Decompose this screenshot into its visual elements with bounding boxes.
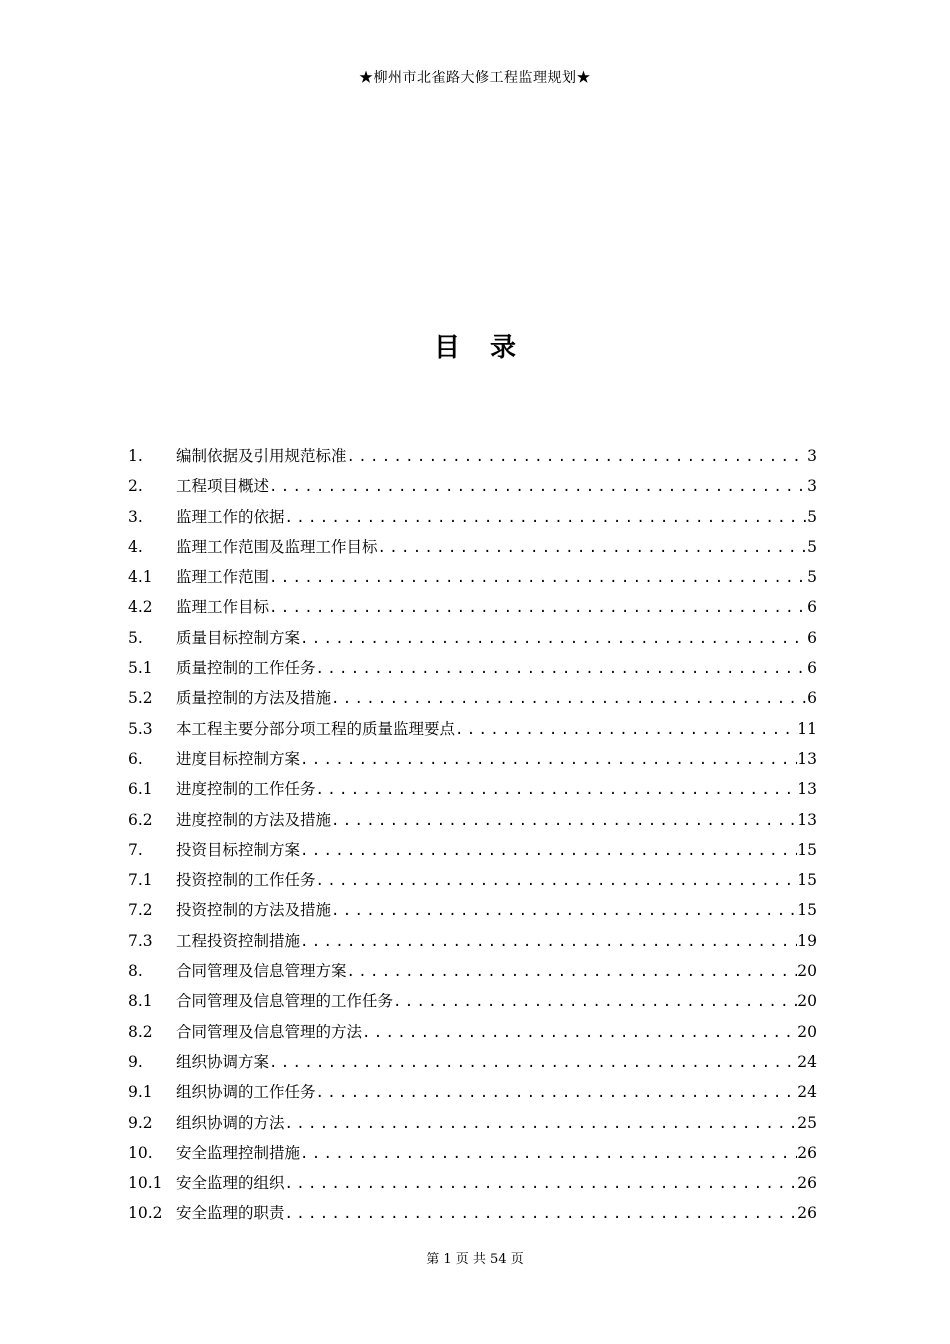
toc-entry-page: 11 — [797, 719, 817, 738]
toc-entry-title: 安全监理的组织 — [176, 1174, 285, 1193]
toc-entry-title: 组织协调的方法 — [176, 1113, 285, 1132]
toc-entry-title: 安全监理控制措施 — [176, 1143, 301, 1162]
toc-dot-leader — [285, 1199, 798, 1228]
toc-entry[interactable] — [128, 532, 817, 562]
toc-entry-page: 15 — [797, 840, 817, 859]
toc-entry[interactable] — [128, 805, 817, 835]
toc-entry-title: 进度控制的方法及措施 — [176, 810, 332, 829]
toc-dot-leader — [269, 1048, 797, 1077]
toc-entry-number: 5.3 — [128, 719, 153, 738]
toc-entry-title: 监理工作的依据 — [176, 507, 285, 526]
toc-entry-page: 25 — [797, 1113, 817, 1132]
toc-entry-page: 5 — [807, 568, 817, 587]
toc-entry-page: 6 — [807, 689, 817, 708]
toc-entry-number: 4.1 — [128, 568, 153, 587]
toc-entry[interactable] — [128, 835, 817, 865]
toc-entry-title: 组织协调方案 — [176, 1052, 270, 1071]
toc-entry-page: 13 — [797, 810, 817, 829]
toc-entry[interactable] — [128, 592, 817, 622]
toc-entry[interactable] — [128, 744, 817, 774]
toc-entry-number: 1. — [128, 447, 143, 465]
toc-entry-page: 3 — [807, 477, 817, 496]
toc-entry[interactable] — [128, 714, 817, 744]
toc-entry[interactable] — [128, 471, 817, 501]
toc-entry-number: 9. — [128, 1052, 143, 1071]
toc-dot-leader — [347, 957, 798, 986]
toc-entry[interactable] — [128, 956, 817, 986]
page-footer: 第 1 页 共 54 页 — [426, 1252, 524, 1267]
toc-entry[interactable] — [128, 1168, 817, 1198]
toc-entry-page: 5 — [807, 537, 817, 556]
toc-dot-leader — [316, 775, 798, 804]
toc-entry-title: 监理工作范围 — [176, 568, 270, 587]
toc-dot-leader — [316, 654, 808, 683]
toc-entry-page: 15 — [797, 901, 817, 920]
toc-entry-title: 安全监理的职责 — [176, 1204, 285, 1223]
toc-entry-page: 15 — [797, 871, 817, 890]
toc-dot-leader — [347, 442, 808, 471]
toc-entry-page: 20 — [797, 962, 817, 981]
toc-dot-leader — [300, 836, 797, 865]
toc-entry-title: 投资控制的方法及措施 — [176, 901, 332, 920]
toc-entry[interactable] — [128, 653, 817, 683]
toc-entry[interactable] — [128, 774, 817, 804]
toc-entry-number: 8.1 — [128, 992, 153, 1011]
toc-entry[interactable] — [128, 562, 817, 592]
toc-entry-page: 20 — [797, 992, 817, 1011]
toc-entry-title: 合同管理及信息管理的工作任务 — [176, 992, 394, 1011]
toc-entry-title: 组织协调的工作任务 — [176, 1083, 316, 1102]
toc-entry-title: 监理工作范围及监理工作目标 — [176, 537, 378, 556]
toc-entry[interactable] — [128, 895, 817, 925]
toc-entry[interactable] — [128, 986, 817, 1016]
toc-entry-number: 4.2 — [128, 598, 153, 617]
toc-entry-number: 6. — [128, 749, 143, 768]
toc-dot-leader — [269, 593, 807, 622]
toc-dot-leader — [285, 1169, 798, 1198]
toc-entry-page: 13 — [797, 749, 817, 768]
toc-entry-number: 2. — [128, 477, 143, 496]
toc-dot-leader — [316, 1078, 798, 1107]
toc-entry-title: 进度目标控制方案 — [176, 749, 301, 768]
toc-list — [128, 441, 817, 1229]
toc-entry-number: 3. — [128, 507, 143, 526]
toc-entry-page: 6 — [807, 659, 817, 678]
toc-entry-page: 6 — [807, 598, 817, 617]
toc-dot-leader — [300, 927, 797, 956]
toc-entry[interactable] — [128, 865, 817, 895]
toc-entry-number: 10. — [128, 1143, 153, 1162]
toc-entry-title: 投资目标控制方案 — [176, 840, 301, 859]
toc-entry-number: 6.1 — [128, 780, 153, 799]
toc-entry-number: 5. — [128, 628, 143, 647]
toc-entry-title: 工程项目概述 — [176, 477, 270, 496]
toc-entry-title: 合同管理及信息管理的方法 — [176, 1022, 363, 1041]
toc-dot-leader — [378, 533, 808, 562]
toc-entry-number: 7.3 — [128, 931, 153, 950]
toc-entry-title: 进度控制的工作任务 — [176, 780, 316, 799]
toc-dot-leader — [331, 806, 797, 835]
toc-entry-title: 工程投资控制措施 — [176, 931, 301, 950]
toc-entry-number: 9.2 — [128, 1113, 153, 1132]
toc-dot-leader — [331, 896, 797, 925]
page-header: ★柳州市北雀路大修工程监理规划★ — [359, 70, 591, 86]
toc-entry-page: 19 — [797, 931, 817, 950]
toc-dot-leader — [269, 563, 807, 592]
toc-entry[interactable] — [128, 1198, 817, 1228]
toc-dot-leader — [269, 472, 807, 501]
toc-dot-leader — [362, 1018, 797, 1047]
toc-entry-number: 10.1 — [128, 1174, 163, 1193]
toc-entry-number: 9.1 — [128, 1083, 153, 1102]
toc-title: 目录 — [433, 333, 546, 363]
toc-entry[interactable] — [128, 1047, 817, 1077]
toc-entry-title: 编制依据及引用规范标准 — [176, 447, 347, 465]
toc-entry[interactable] — [128, 683, 817, 713]
toc-entry[interactable] — [128, 502, 817, 532]
toc-entry-title: 投资控制的工作任务 — [176, 871, 316, 890]
toc-entry-title: 本工程主要分部分项工程的质量监理要点 — [176, 719, 456, 738]
toc-entry-page: 24 — [797, 1052, 817, 1071]
toc-entry-title: 合同管理及信息管理方案 — [176, 962, 347, 981]
toc-entry-number: 5.1 — [128, 659, 153, 678]
toc-entry-title: 质量控制的工作任务 — [176, 659, 316, 678]
toc-entry-page: 6 — [807, 628, 817, 647]
toc-entry[interactable] — [128, 926, 817, 956]
toc-entry-page: 26 — [797, 1204, 817, 1223]
toc-entry-page: 20 — [797, 1022, 817, 1041]
toc-entry-page: 5 — [807, 507, 817, 526]
toc-entry-title: 质量目标控制方案 — [176, 628, 301, 647]
toc-dot-leader — [331, 684, 807, 713]
toc-dot-leader — [300, 1139, 797, 1168]
toc-entry-page: 13 — [797, 780, 817, 799]
toc-entry[interactable] — [128, 1077, 817, 1107]
toc-entry-number: 8. — [128, 962, 143, 981]
toc-dot-leader — [316, 866, 798, 895]
toc-entry-title: 监理工作目标 — [176, 598, 270, 617]
toc-dot-leader — [285, 503, 808, 532]
toc-dot-leader — [300, 745, 797, 774]
toc-entry[interactable] — [128, 1017, 817, 1047]
toc-entry[interactable] — [128, 623, 817, 653]
toc-dot-leader — [393, 987, 797, 1016]
toc-entry-page: 26 — [797, 1143, 817, 1162]
toc-dot-leader — [285, 1109, 798, 1138]
toc-entry[interactable] — [128, 441, 817, 471]
toc-entry-number: 5.2 — [128, 689, 153, 708]
toc-entry-number: 6.2 — [128, 810, 153, 829]
toc-entry-page: 24 — [797, 1083, 817, 1102]
toc-entry-number: 7.2 — [128, 901, 153, 920]
toc-entry[interactable] — [128, 1108, 817, 1138]
toc-entry-title: 质量控制的方法及措施 — [176, 689, 332, 708]
toc-dot-leader — [300, 624, 807, 653]
toc-entry[interactable] — [128, 1138, 817, 1168]
toc-entry-page: 3 — [807, 447, 817, 465]
toc-entry-number: 7.1 — [128, 871, 153, 890]
toc-entry-page: 26 — [797, 1174, 817, 1193]
toc-dot-leader — [455, 715, 797, 744]
toc-entry-number: 10.2 — [128, 1204, 163, 1223]
toc-entry-number: 4. — [128, 537, 143, 556]
toc-entry-number: 8.2 — [128, 1022, 153, 1041]
toc-entry-number: 7. — [128, 840, 143, 859]
